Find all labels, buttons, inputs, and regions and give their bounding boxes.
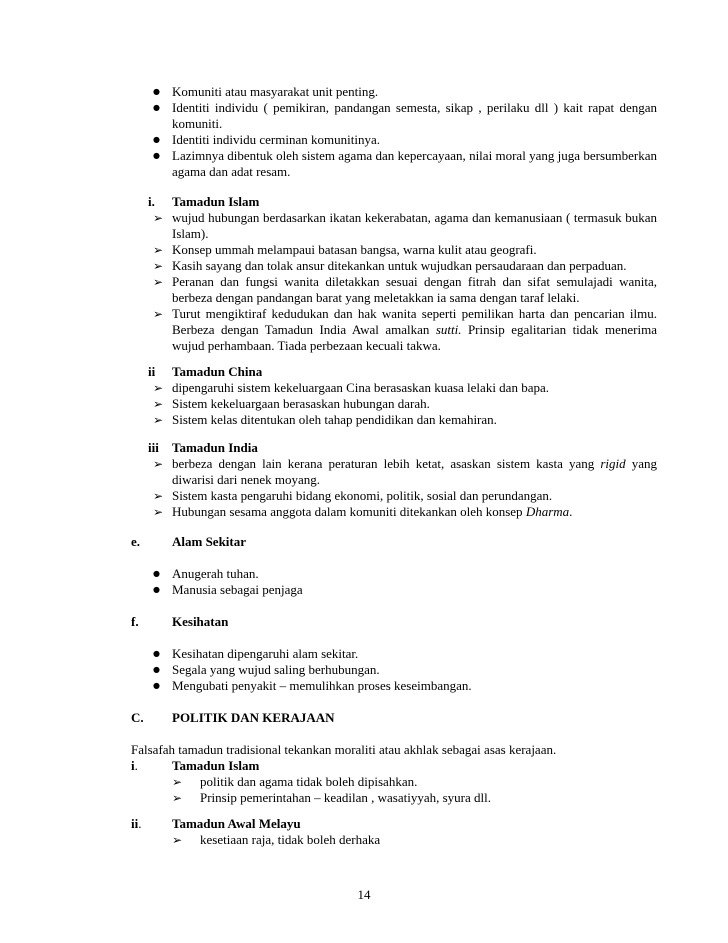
list-item: ➢ dipengaruhi sistem kekeluargaan Cina berasaskan kuasa lelaki dan bapa. bbox=[172, 380, 657, 396]
list-item: ● Manusia sebagai penjaga bbox=[172, 582, 657, 598]
section-number bbox=[131, 816, 141, 832]
section-heading-melayu: Tamadun Awal Melayu bbox=[172, 816, 301, 831]
section-heading-politik: POLITIK DAN KERAJAAN bbox=[172, 710, 335, 725]
list-item: ● Identiti individu cerminan komunitinya. bbox=[172, 132, 657, 148]
number-text: ii bbox=[131, 816, 139, 831]
section-heading-politik-islam: Tamadun Islam bbox=[172, 758, 260, 773]
list-item: ● Kesihatan dipengaruhi alam sekitar. bbox=[172, 646, 657, 662]
item-text: yang diwarisi dari nenek moyang. bbox=[172, 456, 657, 487]
item-text: Prinsip egalitarian tidak menerima wujud perhambaan. Tiada perbezaan kecuali takwa. bbox=[172, 322, 657, 353]
item-emphasis: sutti. bbox=[435, 322, 462, 337]
number-dot: . bbox=[134, 758, 138, 773]
section-heading-kesihatan: Kesihatan bbox=[172, 614, 229, 629]
section-number: iii bbox=[148, 440, 159, 455]
list-item bbox=[172, 456, 657, 488]
list-item: ● Komuniti atau masyarakat unit penting. bbox=[172, 84, 657, 100]
section-heading-china: Tamadun China bbox=[172, 364, 263, 379]
number-text: i bbox=[131, 758, 135, 773]
melayu-arrow-list bbox=[200, 832, 660, 848]
list-item: ➢ politik dan agama tidak boleh dipisahkan. bbox=[200, 774, 660, 790]
section-letter: e. bbox=[131, 534, 141, 549]
item-text: Turut mengiktiraf kedudukan dan hak wanita seperti pemilikan harta dan pencarian ilmu. Berbeza dengan Tamadun India Awal amalkan bbox=[172, 306, 657, 337]
item-text: . bbox=[569, 504, 573, 519]
section-heading-islam: Tamadun Islam bbox=[172, 194, 260, 209]
list-item: ➢ wujud hubungan berdasarkan ikatan kekerabatan, agama dan kemanusiaan ( termasuk bukan Islam). bbox=[172, 210, 657, 242]
list-item bbox=[172, 504, 657, 520]
section-number: i. bbox=[148, 194, 155, 209]
list-item bbox=[172, 306, 657, 354]
kesihatan-bullet-list bbox=[172, 646, 657, 694]
item-emphasis: rigid bbox=[600, 456, 626, 471]
politik-islam-arrow-list bbox=[200, 774, 660, 806]
list-item: ➢ Kasih sayang dan tolak ansur ditekankan untuk wujudkan persaudaraan dan perpaduan. bbox=[172, 258, 657, 274]
list-item: ➢ Sistem kelas ditentukan oleh tahap pendidikan dan kemahiran. bbox=[172, 412, 657, 428]
list-item: ➢ Peranan dan fungsi wanita diletakkan sesuai dengan fitrah dan sifat semulajadi wanita, berbeza dengan pandangan barat yang meletakkan ia sama dengan taraf lelaki. bbox=[172, 274, 657, 306]
section-heading-alam: Alam Sekitar bbox=[172, 534, 247, 549]
item-text: berbeza dengan lain kerana peraturan lebih ketat, asaskan sistem kasta yang bbox=[172, 456, 601, 471]
china-arrow-list bbox=[172, 380, 657, 428]
list-item: ➢ Prinsip pemerintahan – keadilan , wasatiyyah, syura dll. bbox=[200, 790, 660, 806]
list-item: ➢ Sistem kekeluargaan berasaskan hubungan darah. bbox=[172, 396, 657, 412]
item-emphasis: Dharma bbox=[525, 504, 570, 519]
section-number bbox=[131, 758, 138, 774]
section-number: ii bbox=[148, 364, 156, 379]
section-heading-india: Tamadun India bbox=[172, 440, 258, 455]
india-arrow-list bbox=[172, 456, 657, 520]
community-bullet-list bbox=[172, 84, 657, 180]
alam-bullet-list bbox=[172, 566, 657, 598]
list-item: ➢ Sistem kasta pengaruhi bidang ekonomi, politik, sosial dan perundangan. bbox=[172, 488, 657, 504]
list-item: ● Identiti individu ( pemikiran, pandangan semesta, sikap , perilaku dll ) kait rapat dengan komuniti. bbox=[172, 100, 657, 132]
list-item: ➢ kesetiaan raja, tidak boleh derhaka bbox=[200, 832, 660, 848]
list-item: ● Lazimnya dibentuk oleh sistem agama dan kepercayaan, nilai moral yang juga bersumberkan agama dan adat resam. bbox=[172, 148, 657, 180]
list-item: ● Anugerah tuhan. bbox=[172, 566, 657, 582]
islam-arrow-list bbox=[172, 210, 657, 354]
section-letter: f. bbox=[131, 614, 139, 629]
list-item: ➢ Konsep ummah melampaui batasan bangsa, warna kulit atau geografi. bbox=[172, 242, 657, 258]
item-text: Hubungan sesama anggota dalam komuniti ditekankan oleh konsep bbox=[172, 504, 526, 519]
list-item: ● Segala yang wujud saling berhubungan. bbox=[172, 662, 657, 678]
section-letter: C. bbox=[131, 710, 144, 725]
number-dot: . bbox=[138, 816, 142, 831]
list-item: ● Mengubati penyakit – memulihkan proses keseimbangan. bbox=[172, 678, 657, 694]
page-number: 14 bbox=[357, 887, 371, 902]
politik-intro: Falsafah tamadun tradisional tekankan moraliti atau akhlak sebagai asas kerajaan. bbox=[131, 742, 557, 757]
